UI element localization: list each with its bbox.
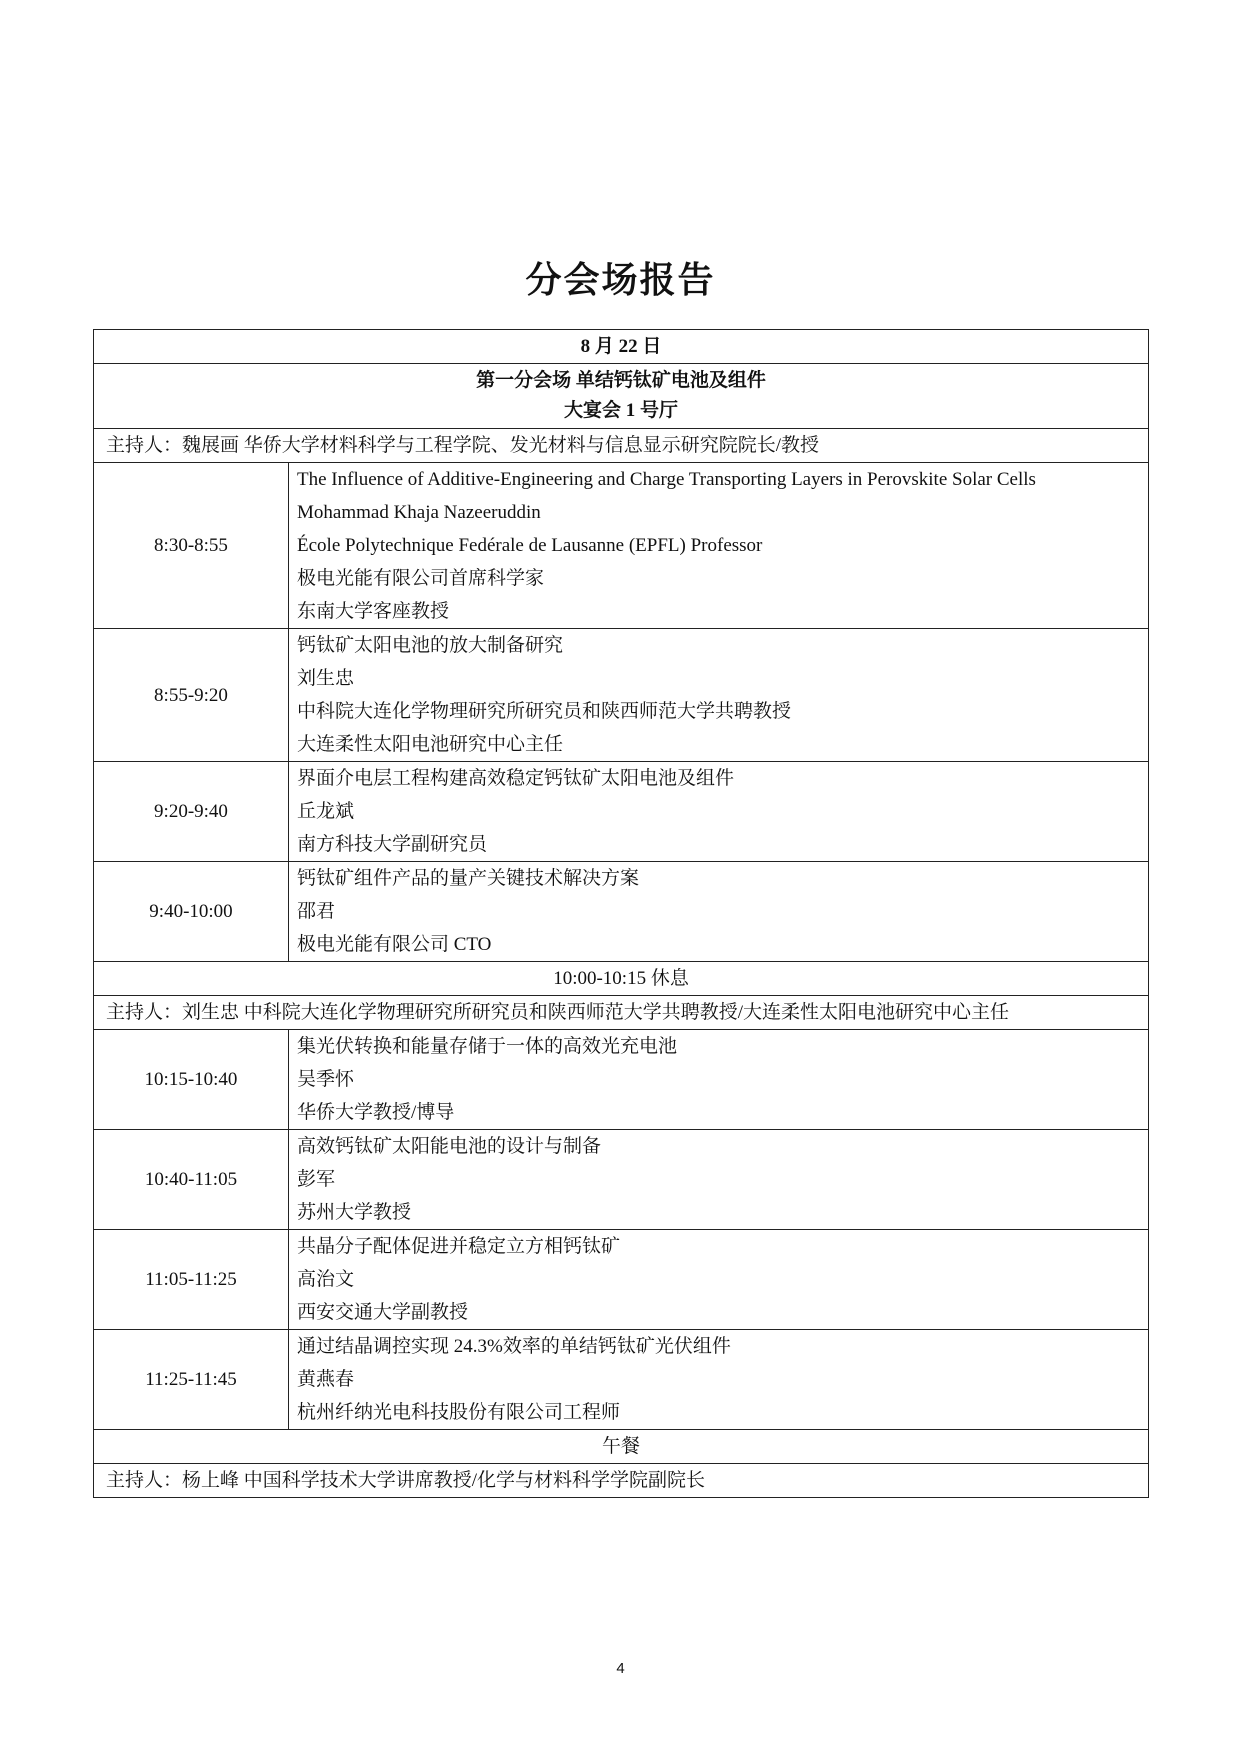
host-cell: 主持人：魏展画 华侨大学材料科学与工程学院、发光材料与信息显示研究院院长/教授	[94, 429, 1149, 463]
talk-time: 9:40-10:00	[94, 862, 289, 962]
talk-title: 集光伏转换和能量存储于一体的高效光充电池	[297, 1036, 678, 1057]
table-row	[94, 762, 1149, 862]
speaker-name: 黄燕春	[297, 1369, 355, 1390]
talk-title: 共晶分子配体促进并稳定立方相钙钛矿	[297, 1236, 621, 1257]
talk-details	[289, 463, 1149, 629]
speaker-name: 刘生忠	[297, 668, 355, 689]
talk-title: 通过结晶调控实现 24.3%效率的单结钙钛矿光伏组件	[297, 1336, 731, 1357]
table-row	[94, 463, 1149, 629]
table-row	[94, 629, 1149, 762]
page-number: 4	[616, 1660, 625, 1677]
talk-title: 高效钙钛矿太阳能电池的设计与制备	[297, 1136, 602, 1157]
speaker-affiliation: 杭州纤纳光电科技股份有限公司工程师	[297, 1402, 621, 1423]
speaker-affiliation: École Polytechnique Fedérale de Lausanne (EPFL) Professor	[297, 535, 763, 556]
host-cell: 主持人：刘生忠 中科院大连化学物理研究所研究员和陕西师范大学共聘教授/大连柔性太阳电池研究中心主任	[94, 996, 1149, 1030]
speaker-name: 吴季怀	[297, 1069, 355, 1090]
page-title: 分会场报告	[525, 260, 716, 301]
table-row	[94, 1030, 1149, 1130]
speaker-affiliation: 南方科技大学副研究员	[297, 834, 488, 855]
break-row	[94, 962, 1149, 996]
speaker-name: 邵君	[297, 901, 336, 922]
talk-details	[289, 1330, 1149, 1430]
speaker-affiliation: 苏州大学教授	[297, 1202, 412, 1223]
speaker-affiliation: 东南大学客座教授	[297, 601, 450, 622]
session-cell	[94, 364, 1149, 429]
talk-time: 10:40-11:05	[94, 1130, 289, 1230]
speaker-affiliation: 华侨大学教授/博导	[297, 1102, 455, 1123]
speaker-affiliation: 大连柔性太阳电池研究中心主任	[297, 734, 564, 755]
date-row	[94, 330, 1149, 364]
speaker-affiliation: 西安交通大学副教授	[297, 1302, 469, 1323]
talk-time: 11:25-11:45	[94, 1330, 289, 1430]
host-cell: 主持人：杨上峰 中国科学技术大学讲席教授/化学与材料科学学院副院长	[94, 1464, 1149, 1498]
host-row	[94, 429, 1149, 463]
talk-time: 8:55-9:20	[94, 629, 289, 762]
break-cell: 10:00-10:15 休息	[94, 962, 1149, 996]
table-row	[94, 862, 1149, 962]
speaker-affiliation: 极电光能有限公司 CTO	[297, 934, 492, 955]
schedule-table	[93, 329, 1149, 1498]
speaker-name: 高治文	[297, 1269, 355, 1290]
speaker-name: 彭军	[297, 1169, 336, 1190]
talk-details	[289, 1030, 1149, 1130]
talk-time: 8:30-8:55	[94, 463, 289, 629]
talk-title: 界面介电层工程构建高效稳定钙钛矿太阳电池及组件	[297, 768, 735, 789]
talk-title: 钙钛矿太阳电池的放大制备研究	[297, 635, 564, 656]
speaker-affiliation: 中科院大连化学物理研究所研究员和陕西师范大学共聘教授	[297, 701, 792, 722]
speaker-name: 丘龙斌	[297, 801, 355, 822]
table-row	[94, 1330, 1149, 1430]
date-cell: 8 月 22 日	[94, 330, 1149, 364]
talk-title: The Influence of Additive-Engineering and Charge Transporting Layers in Perovskite Solar Cells	[297, 469, 1036, 490]
table-row	[94, 1230, 1149, 1330]
break-cell: 午餐	[94, 1430, 1149, 1464]
host-row	[94, 1464, 1149, 1498]
break-row	[94, 1430, 1149, 1464]
talk-title: 钙钛矿组件产品的量产关键技术解决方案	[297, 868, 640, 889]
talk-time: 10:15-10:40	[94, 1030, 289, 1130]
talk-details	[289, 762, 1149, 862]
session-room: 大宴会 1 号厅	[564, 400, 679, 421]
session-title: 第一分会场 单结钙钛矿电池及组件	[476, 370, 766, 391]
speaker-affiliation: 极电光能有限公司首席科学家	[297, 568, 545, 589]
talk-details	[289, 1230, 1149, 1330]
table-row	[94, 1130, 1149, 1230]
session-row	[94, 364, 1149, 429]
talk-time: 11:05-11:25	[94, 1230, 289, 1330]
host-row	[94, 996, 1149, 1030]
talk-details	[289, 629, 1149, 762]
talk-details	[289, 1130, 1149, 1230]
speaker-name: Mohammad Khaja Nazeeruddin	[297, 502, 541, 523]
talk-details	[289, 862, 1149, 962]
talk-time: 9:20-9:40	[94, 762, 289, 862]
